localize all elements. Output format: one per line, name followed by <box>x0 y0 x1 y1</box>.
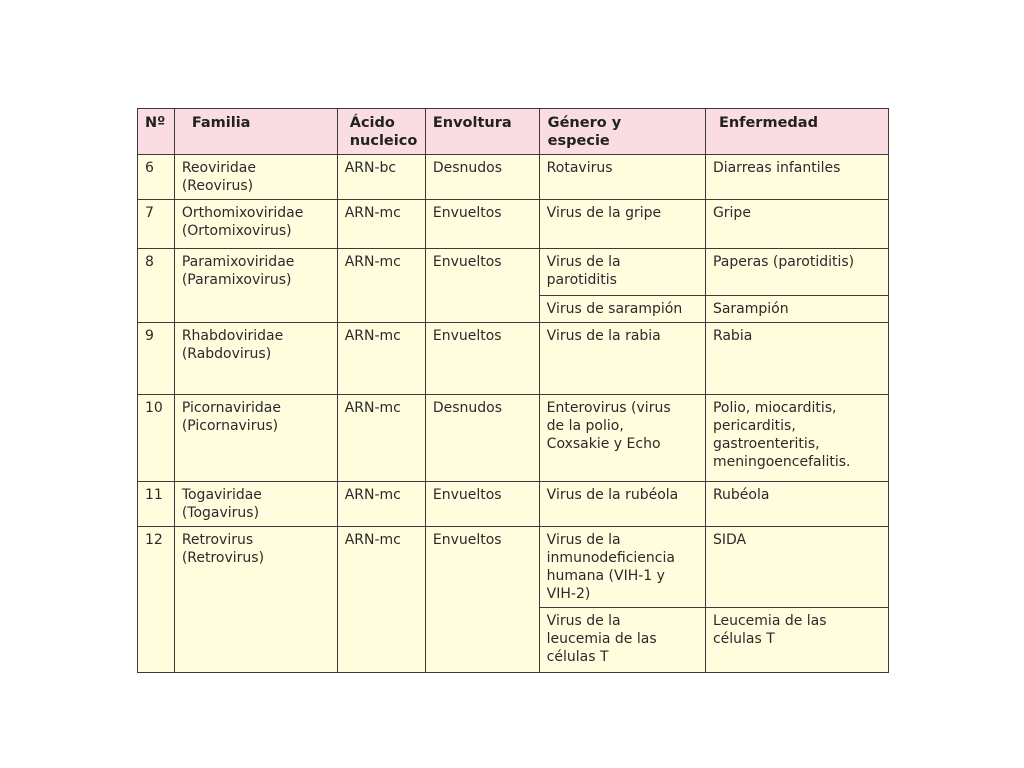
cell-enfermedad: Paperas (parotiditis) <box>705 249 888 296</box>
cell-num: 11 <box>138 482 175 527</box>
header-num: Nº <box>138 109 175 155</box>
cell-familia: Rhabdoviridae (Rabdovirus) <box>174 323 337 395</box>
cell-enfermedad: Gripe <box>705 200 888 249</box>
cell-genero: Enterovirus (virus de la polio, Coxsakie y Echo <box>539 395 705 482</box>
cell-acido: ARN-mc <box>337 200 425 249</box>
cell-envoltura: Envueltos <box>425 249 539 323</box>
cell-num: 7 <box>138 200 175 249</box>
cell-enfermedad: Rubéola <box>705 482 888 527</box>
cell-familia: Picornaviridae (Picornavirus) <box>174 395 337 482</box>
cell-familia: Orthomixoviridae (Ortomixovirus) <box>174 200 337 249</box>
table-row <box>138 395 889 482</box>
cell-acido: ARN-mc <box>337 395 425 482</box>
header-acido-nucleico: Ácido nucleico <box>337 109 425 155</box>
cell-enfermedad: SIDA <box>705 527 888 608</box>
cell-num: 12 <box>138 527 175 673</box>
header-genero-especie: Género y especie <box>539 109 705 155</box>
table-row <box>138 200 889 249</box>
cell-envoltura: Envueltos <box>425 323 539 395</box>
cell-genero: Rotavirus <box>539 155 705 200</box>
cell-enfermedad: Rabia <box>705 323 888 395</box>
cell-genero: Virus de la gripe <box>539 200 705 249</box>
cell-genero: Virus de la parotiditis <box>539 249 705 296</box>
cell-familia: Reoviridae (Reovirus) <box>174 155 337 200</box>
table-row <box>138 482 889 527</box>
header-enfermedad: Enfermedad <box>705 109 888 155</box>
cell-genero: Virus de la rabia <box>539 323 705 395</box>
table-row <box>138 323 889 395</box>
cell-envoltura: Desnudos <box>425 155 539 200</box>
cell-num: 10 <box>138 395 175 482</box>
virus-families-table <box>137 108 889 673</box>
cell-acido: ARN-mc <box>337 527 425 673</box>
header-row <box>138 109 889 155</box>
cell-num: 8 <box>138 249 175 323</box>
cell-genero: Virus de la rubéola <box>539 482 705 527</box>
cell-genero: Virus de la leucemia de las células T <box>539 608 705 673</box>
cell-enfermedad: Polio, miocarditis, pericarditis, gastroenteritis, meningoencefalitis. <box>705 395 888 482</box>
cell-num: 9 <box>138 323 175 395</box>
cell-acido: ARN-bc <box>337 155 425 200</box>
cell-genero: Virus de sarampión <box>539 296 705 323</box>
cell-enfermedad: Sarampión <box>705 296 888 323</box>
header-familia: Familia <box>174 109 337 155</box>
cell-enfermedad: Diarreas infantiles <box>705 155 888 200</box>
table-row <box>138 249 889 296</box>
cell-familia: Retrovirus (Retrovirus) <box>174 527 337 673</box>
cell-num: 6 <box>138 155 175 200</box>
virus-table-container <box>137 108 889 673</box>
cell-acido: ARN-mc <box>337 249 425 323</box>
header-envoltura: Envoltura <box>425 109 539 155</box>
cell-enfermedad: Leucemia de las células T <box>705 608 888 673</box>
cell-envoltura: Envueltos <box>425 527 539 673</box>
cell-acido: ARN-mc <box>337 323 425 395</box>
cell-acido: ARN-mc <box>337 482 425 527</box>
cell-genero: Virus de la inmunodeficiencia humana (VIH-1 y VIH-2) <box>539 527 705 608</box>
cell-familia: Togaviridae (Togavirus) <box>174 482 337 527</box>
cell-envoltura: Desnudos <box>425 395 539 482</box>
table-row <box>138 527 889 608</box>
cell-envoltura: Envueltos <box>425 200 539 249</box>
cell-envoltura: Envueltos <box>425 482 539 527</box>
cell-familia: Paramixoviridae (Paramixovirus) <box>174 249 337 323</box>
table-row <box>138 155 889 200</box>
